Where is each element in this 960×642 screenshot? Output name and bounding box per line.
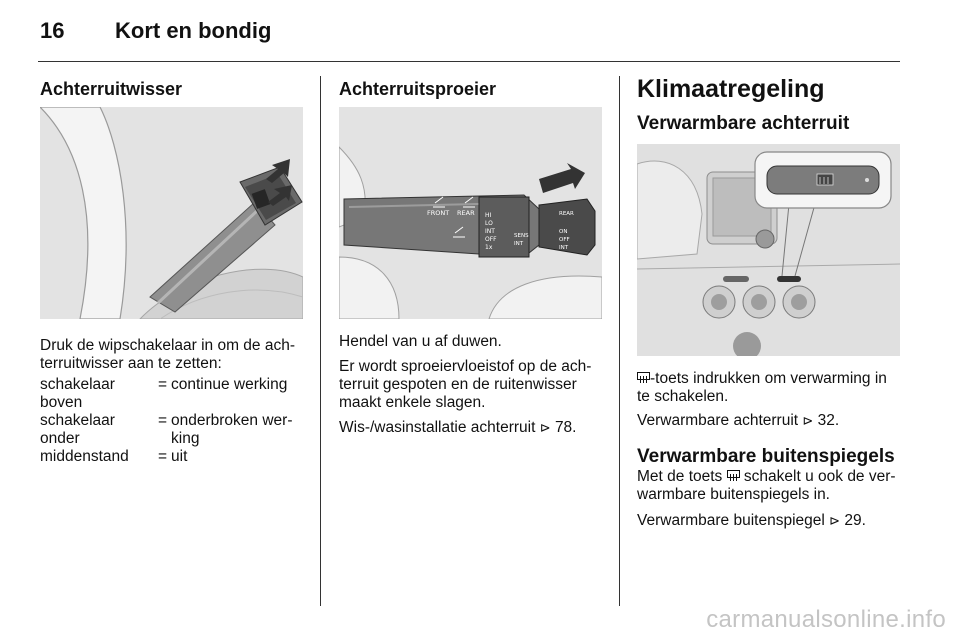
heated-rear-window-illustration <box>637 144 900 356</box>
heated-mirrors-para <box>637 468 902 504</box>
xref-text: Verwarmbare buitenspiegel <box>637 512 825 529</box>
definition-term: schakelaar onder <box>40 412 115 447</box>
rear-wiper-drawing <box>40 107 303 319</box>
watermark: carmanualsonline.info <box>706 606 946 633</box>
column-divider-2 <box>619 76 620 606</box>
xref-page[interactable]: 32. <box>817 412 840 429</box>
page-title: Kort en bondig <box>115 18 272 43</box>
definition-equals: = <box>158 448 168 465</box>
label-lo: LO <box>485 220 493 227</box>
xref-text: Verwarmbare achterruit <box>637 412 799 429</box>
label-int-cap: INT <box>559 245 569 251</box>
dashboard-drawing <box>637 144 900 356</box>
definition-equals: = <box>158 376 168 393</box>
heated-mirrors-text-rest: schakelt u ook de ver-warmbare buitenspiegels in. <box>637 468 896 503</box>
rear-washer-para1: Hendel van u af duwen. <box>339 333 502 350</box>
definition-value: continue werking <box>171 376 288 393</box>
header-rule <box>38 61 900 62</box>
label-off: OFF <box>485 236 497 243</box>
subheading-heated-mirrors: Verwarmbare buitenspiegels <box>637 446 895 467</box>
label-int-ring: INT <box>514 241 524 247</box>
label-1x: 1x <box>485 244 493 251</box>
rear-wiper-illustration <box>40 107 303 319</box>
label-off-cap: OFF <box>559 237 570 243</box>
rear-washer-text <box>339 333 604 438</box>
label-int: INT <box>485 228 495 235</box>
definition-term: middenstand <box>40 448 129 465</box>
rear-wiper-text <box>40 337 305 373</box>
definition-row <box>40 412 312 448</box>
xref-arrow-icon: ⊳ <box>539 421 551 436</box>
label-on: ON <box>559 229 568 235</box>
heated-mirrors-xref <box>637 512 902 531</box>
heated-mirrors-text-start: Met de toets <box>637 468 723 485</box>
definition-row <box>40 376 312 412</box>
column-divider-1 <box>320 76 321 606</box>
rear-window-heater-icon <box>727 470 740 482</box>
xref-arrow-icon: ⊳ <box>802 414 814 429</box>
section-heading-rear-wiper: Achterruitwisser <box>40 79 183 99</box>
label-rear-cap: REAR <box>559 211 574 217</box>
label-rear: REAR <box>457 209 475 217</box>
xref-text: Wis-/wasinstallatie achterruit <box>339 419 536 436</box>
heated-rear-window-text: -toets indrukken om verwarming in te schakelen. <box>637 370 887 405</box>
xref-arrow-icon: ⊳ <box>829 514 841 529</box>
rear-washer-xref <box>339 419 604 438</box>
definition-value: onderbroken wer-king <box>171 412 293 447</box>
rear-wiper-definition-list <box>40 376 312 466</box>
definition-value: uit <box>171 448 188 465</box>
definition-equals: = <box>158 412 168 429</box>
heated-rear-window-xref <box>637 412 902 431</box>
column-climate <box>637 74 902 135</box>
xref-page[interactable]: 29. <box>844 512 866 529</box>
rear-window-heater-icon <box>637 372 650 384</box>
wiper-stalk-drawing <box>339 107 602 319</box>
xref-page[interactable]: 78. <box>554 419 577 436</box>
section-heading-rear-washer: Achterruitsproeier <box>339 79 497 99</box>
rear-wiper-instruction: Druk de wipschakelaar in om de ach-terruitwisser aan te zetten: <box>40 337 296 372</box>
subheading-heated-rear-window: Verwarmbare achterruit <box>637 113 850 134</box>
label-hi: HI <box>485 212 492 219</box>
heated-rear-window-para <box>637 370 902 406</box>
label-front: FRONT <box>427 209 450 217</box>
label-sens: SENS <box>514 233 529 239</box>
definition-term: schakelaar boven <box>40 376 115 411</box>
rear-washer-para2: Er wordt sproeiervloeistof op de ach-terruit gespoten en de ruitenwisser maakt enkele slagen. <box>339 358 592 411</box>
rear-washer-illustration <box>339 107 602 319</box>
section-heading-climate: Klimaatregeling <box>637 75 825 103</box>
page-number: 16 <box>40 18 65 43</box>
heated-rear-window-text <box>637 370 902 531</box>
definition-row <box>40 448 312 466</box>
column-rear-washer <box>339 78 604 100</box>
column-rear-wiper <box>40 78 305 100</box>
